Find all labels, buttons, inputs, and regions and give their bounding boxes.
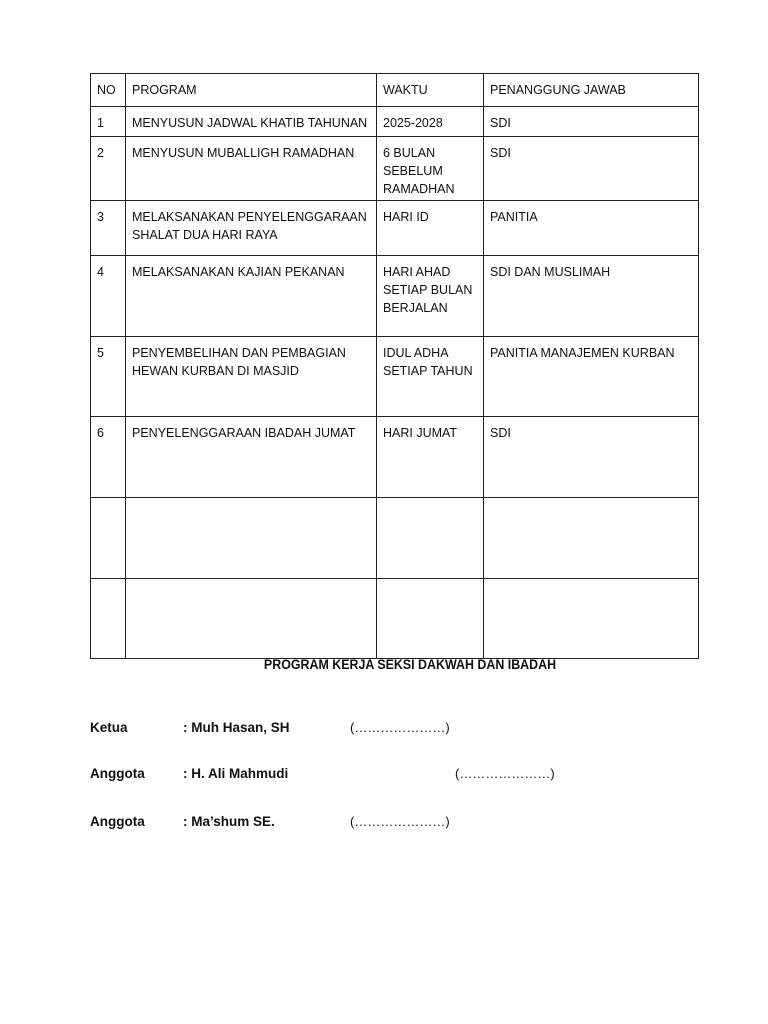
- cell-waktu: [377, 498, 484, 579]
- table-row: [91, 107, 699, 137]
- cell-pj: SDI: [484, 417, 699, 498]
- signature-name: : Muh Hasan, SH: [183, 720, 290, 735]
- table-row: [91, 417, 699, 498]
- signature-line: (…………………): [350, 720, 450, 735]
- cell-pj: PANITIA MANAJEMEN KURBAN: [484, 337, 699, 417]
- cell-no: [91, 498, 126, 579]
- cell-no: 4: [91, 256, 126, 337]
- header-no: NO: [91, 74, 126, 107]
- cell-no: 3: [91, 201, 126, 256]
- table-row: [91, 137, 699, 201]
- program-table: [90, 73, 699, 659]
- header-program: PROGRAM: [126, 74, 377, 107]
- table-row: [91, 201, 699, 256]
- program-table-container: [90, 73, 698, 659]
- cell-waktu: 2025-2028: [377, 107, 484, 137]
- cell-pj: SDI DAN MUSLIMAH: [484, 256, 699, 337]
- cell-pj: [484, 579, 699, 659]
- cell-waktu: IDUL ADHA SETIAP TAHUN: [377, 337, 484, 417]
- table-row-empty: [91, 498, 699, 579]
- signature-role: Ketua: [90, 720, 128, 735]
- table-row-empty: [91, 579, 699, 659]
- cell-program: [126, 579, 377, 659]
- signature-name: : Ma’shum SE.: [183, 814, 275, 829]
- signature-line: (…………………): [350, 814, 450, 829]
- cell-no: 5: [91, 337, 126, 417]
- cell-waktu: HARI JUMAT: [377, 417, 484, 498]
- signature-role: Anggota: [90, 814, 145, 829]
- cell-waktu: [377, 579, 484, 659]
- cell-program: MENYUSUN MUBALLIGH RAMADHAN: [126, 137, 377, 201]
- cell-no: 6: [91, 417, 126, 498]
- cell-pj: PANITIA: [484, 201, 699, 256]
- cell-pj: SDI: [484, 107, 699, 137]
- cell-program: [126, 498, 377, 579]
- cell-program: PENYELENGGARAAN IBADAH JUMAT: [126, 417, 377, 498]
- table-header-row: [91, 74, 699, 107]
- cell-no: [91, 579, 126, 659]
- document-title: PROGRAM KERJA SEKSI DAKWAH DAN IBADAH: [263, 657, 557, 672]
- signature-name: : H. Ali Mahmudi: [183, 766, 289, 781]
- cell-no: 1: [91, 107, 126, 137]
- table-row: [91, 337, 699, 417]
- cell-waktu: HARI ID: [377, 201, 484, 256]
- cell-waktu: 6 BULAN SEBELUM RAMADHAN: [377, 137, 484, 201]
- cell-waktu: HARI AHAD SETIAP BULAN BERJALAN: [377, 256, 484, 337]
- cell-pj: SDI: [484, 137, 699, 201]
- header-penanggung-jawab: PENANGGUNG JAWAB: [484, 74, 699, 107]
- cell-no: 2: [91, 137, 126, 201]
- table-row: [91, 256, 699, 337]
- header-waktu: WAKTU: [377, 74, 484, 107]
- cell-program: MELAKSANAKAN PENYELENGGARAAN SHALAT DUA HARI RAYA: [126, 201, 377, 256]
- signature-line: (…………………): [455, 766, 555, 781]
- cell-program: MENYUSUN JADWAL KHATIB TAHUNAN: [126, 107, 377, 137]
- cell-program: MELAKSANAKAN KAJIAN PEKANAN: [126, 256, 377, 337]
- signature-role: Anggota: [90, 766, 145, 781]
- cell-pj: [484, 498, 699, 579]
- cell-program: PENYEMBELIHAN DAN PEMBAGIAN HEWAN KURBAN DI MASJID: [126, 337, 377, 417]
